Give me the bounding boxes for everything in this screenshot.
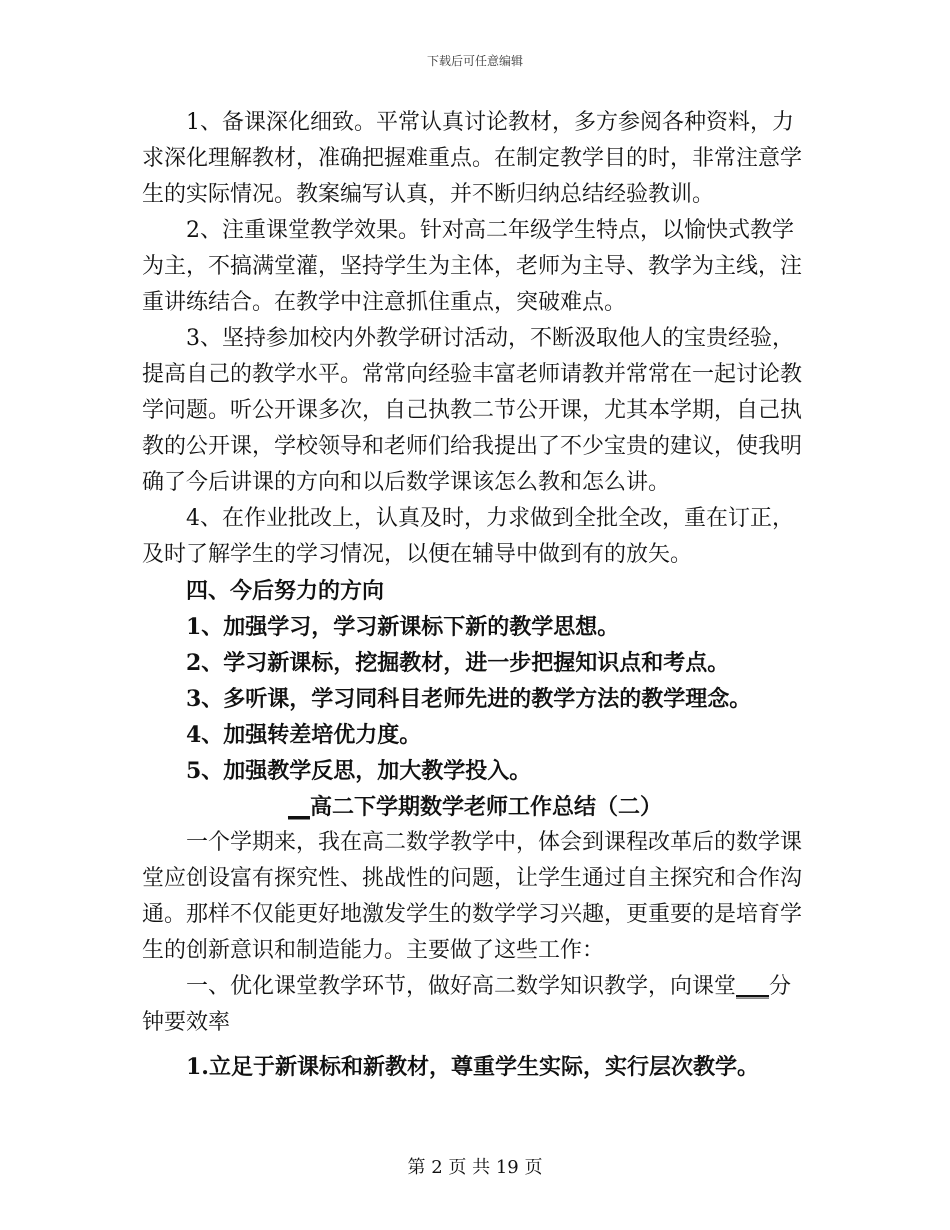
list-item: 4、加强转差培优力度。 [186,722,422,748]
paragraph-6-part-b: 分钟要效率 [142,974,792,1035]
list-item: 5、加强教学反思，加大教学投入。 [186,758,532,784]
minutes-blank: ___ [736,974,770,999]
paragraph-2: 2、注重课堂教学效果。针对高二年级学生特点，以愉快式教学为主，不搞满堂灌，坚持学生为主体，老师为主导、教学为主线，注重讲练结合。在教学中注意抓住重点，突破难点。 [142,218,803,315]
paragraph-6 [142,969,808,1041]
document-body [142,105,808,1085]
page-header: 下载后可任意编辑 [426,54,523,68]
subsection-heading: 1.立足于新课标和新教材，尊重学生实际，实行层次教学。 [186,1054,759,1080]
document-title [142,789,808,825]
paragraph-6-part-a: 一、优化课堂教学环节，做好高二数学知识教学，向课堂 [186,974,737,999]
page-number: 第 2 页 共 19 页 [407,1157,543,1178]
title-text: 高二下学期数学老师工作总结（二） [309,794,662,820]
paragraph-4: 4、在作业批改上，认真及时，力求做到全批全改，重在订正，及时了解学生的学习情况，以便在辅导中做到有的放矢。 [142,506,794,567]
title-blank: __ [287,794,310,820]
list-item: 3、多听课，学习同科目老师先进的教学方法的教学理念。 [186,686,752,712]
list-item: 2、学习新课标，挖掘教材，进一步把握知识点和考点。 [186,650,730,676]
list-item: 1、加强学习，学习新课标下新的教学思想。 [186,614,620,640]
paragraph-3: 3、坚持参加校内外教学研讨活动，不断汲取他人的宝贵经验，提高自己的教学水平。常常向经验丰富老师请教并常常在一起讨论教学问题。听公开课多次，自己执教二节公开课，尤其本学期，自己执教的公开课，学校领导和老师们给我提出了不少宝贵的建议，使我明确了今后讲课的方向和以后数学课该怎么教和怎么讲。 [142,326,803,495]
paragraph-5: 一个学期来，我在高二数学教学中，体会到课程改革后的数学课堂应创设富有探究性、挑战性的问题，让学生通过自主探究和合作沟通。那样不仅能更好地激发学生的数学学习兴趣，更重要的是培育学生的创新意识和制造能力。主要做了这些工作： [142,830,803,963]
paragraph-1: 1、备课深化细致。平常认真讨论教材，多方参阅各种资料，力求深化理解教材，准确把握难重点。在制定教学目的时，非常注意学生的实际情况。教案编写认真，并不断归纳总结经验教训。 [142,110,803,207]
section-heading: 四、今后努力的方向 [186,578,385,604]
